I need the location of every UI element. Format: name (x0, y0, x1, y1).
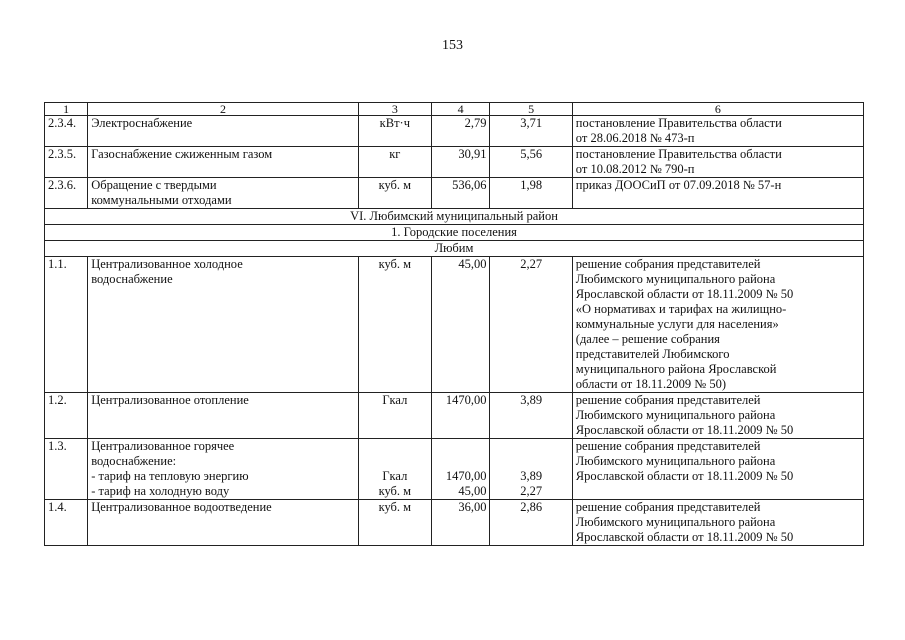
legal-basis-line: решение собрания представителей (575, 500, 761, 514)
service-name-line: Электроснабжение (91, 116, 193, 130)
tariff-value-line: 2,27 (520, 484, 543, 498)
row-number: 1.1. (45, 257, 88, 393)
legal-basis-line: Любимского муниципального района (575, 454, 776, 468)
service-name (88, 393, 359, 439)
norm-value: 536,06 (431, 178, 490, 209)
legal-basis-line: Ярославской области от 18.11.2009 № 50 (575, 469, 794, 483)
subsection-heading: 1. Городские поселения (45, 225, 864, 241)
section-heading: VI. Любимский муниципальный район (45, 209, 864, 225)
column-number: 4 (431, 103, 490, 116)
legal-basis-line: представителей Любимского (575, 347, 730, 361)
table-row (45, 257, 864, 393)
column-number: 6 (572, 103, 863, 116)
column-number: 1 (45, 103, 88, 116)
tariff-value-line: 3,89 (520, 469, 543, 483)
norm-value: 36,00 (431, 500, 490, 546)
town-heading: Любим (45, 241, 864, 257)
service-name (88, 147, 359, 178)
service-name-line: Централизованное горячее (91, 439, 235, 453)
unit-line: куб. м (378, 484, 412, 498)
legal-basis-line: области от 18.11.2009 № 50) (575, 377, 726, 391)
service-name-line: водоснабжение (91, 272, 173, 286)
tariff-value: 5,56 (490, 147, 572, 178)
row-number: 2.3.6. (45, 178, 88, 209)
legal-basis-line: «О нормативах и тарифах на жилищно- (575, 302, 787, 316)
table-row (45, 178, 864, 209)
row-number: 1.3. (45, 439, 88, 500)
unit-cell: куб. м (358, 257, 431, 393)
service-name-line: Централизованное отопление (91, 393, 249, 407)
legal-basis-line: решение собрания представителей (575, 257, 761, 271)
legal-basis-line: (далее – решение собрания (575, 332, 720, 346)
service-name-line: - тариф на холодную воду (91, 484, 230, 498)
page-number: 153 (442, 38, 463, 53)
norm-value: 1470,00 (431, 393, 490, 439)
legal-basis-line: приказ ДООСиП от 07.09.2018 № 57-н (575, 178, 782, 192)
legal-basis-line: Ярославской области от 18.11.2009 № 50 (575, 287, 794, 301)
service-name (88, 178, 359, 209)
town-row (45, 241, 864, 257)
service-name (88, 500, 359, 546)
column-number: 5 (490, 103, 572, 116)
legal-basis-line: от 10.08.2012 № 790-п (575, 162, 695, 176)
norm-value (431, 439, 490, 500)
unit-cell: Гкал (358, 393, 431, 439)
norm-value: 45,00 (431, 257, 490, 393)
legal-basis (572, 500, 863, 546)
legal-basis-line: постановление Правительства области (575, 116, 782, 130)
legal-basis-line: Любимского муниципального района (575, 272, 776, 286)
unit-cell: куб. м (358, 500, 431, 546)
tariff-value: 3,71 (490, 116, 572, 147)
legal-basis (572, 393, 863, 439)
unit-line: Гкал (382, 469, 408, 483)
legal-basis-line: решение собрания представителей (575, 393, 761, 407)
norm-value: 2,79 (431, 116, 490, 147)
tariff-value: 2,27 (490, 257, 572, 393)
column-number: 2 (88, 103, 359, 116)
service-name-line: Централизованное холодное (91, 257, 243, 271)
tariff-value: 3,89 (490, 393, 572, 439)
legal-basis-line: от 28.06.2018 № 473-п (575, 131, 695, 145)
tariff-value (490, 439, 572, 500)
column-number-row (45, 103, 864, 116)
service-name-line: Централизованное водоотведение (91, 500, 272, 514)
service-name (88, 116, 359, 147)
table-row (45, 393, 864, 439)
legal-basis-line: Любимского муниципального района (575, 515, 776, 529)
column-number: 3 (358, 103, 431, 116)
service-name-line: коммунальными отходами (91, 193, 232, 207)
legal-basis (572, 439, 863, 500)
unit-cell: куб. м (358, 178, 431, 209)
norm-value-line: 45,00 (458, 484, 487, 498)
legal-basis-line: Любимского муниципального района (575, 408, 776, 422)
tariff-value: 2,86 (490, 500, 572, 546)
legal-basis-line: Ярославской области от 18.11.2009 № 50 (575, 530, 794, 544)
service-name (88, 439, 359, 500)
table-row (45, 147, 864, 178)
legal-basis (572, 178, 863, 209)
row-number: 2.3.4. (45, 116, 88, 147)
service-name (88, 257, 359, 393)
section-row (45, 209, 864, 225)
table-row (45, 439, 864, 500)
service-name-line: - тариф на тепловую энергию (91, 469, 249, 483)
norm-value: 30,91 (431, 147, 490, 178)
norm-value-line: 1470,00 (445, 469, 487, 483)
legal-basis-line: коммунальные услуги для населения» (575, 317, 779, 331)
row-number: 2.3.5. (45, 147, 88, 178)
legal-basis-line: постановление Правительства области (575, 147, 782, 161)
legal-basis (572, 116, 863, 147)
legal-basis-line: муниципального района Ярославской (575, 362, 777, 376)
service-name-line: Обращение с твердыми (91, 178, 217, 192)
table-row (45, 500, 864, 546)
row-number: 1.2. (45, 393, 88, 439)
legal-basis (572, 147, 863, 178)
service-name-line: Газоснабжение сжиженным газом (91, 147, 273, 161)
legal-basis-line: решение собрания представителей (575, 439, 761, 453)
tariff-value: 1,98 (490, 178, 572, 209)
subsection-row (45, 225, 864, 241)
tariff-table (44, 102, 864, 546)
table-row (45, 116, 864, 147)
unit-cell: кг (358, 147, 431, 178)
service-name-line: водоснабжение: (91, 454, 177, 468)
unit-cell: кВт·ч (358, 116, 431, 147)
row-number: 1.4. (45, 500, 88, 546)
legal-basis (572, 257, 863, 393)
unit-cell (358, 439, 431, 500)
legal-basis-line: Ярославской области от 18.11.2009 № 50 (575, 423, 794, 437)
